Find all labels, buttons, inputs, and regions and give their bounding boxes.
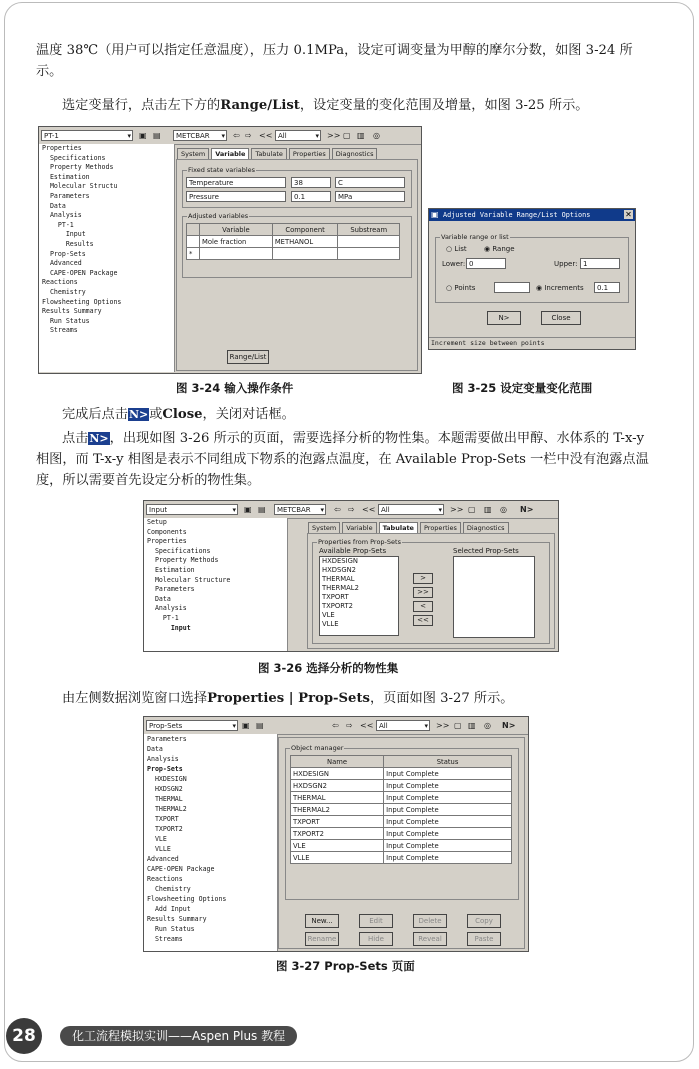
adjusted-group-title: Adjusted variables	[188, 212, 249, 220]
range-group-title: Variable range or list	[441, 233, 509, 241]
cell[interactable]: HXDESIGN	[291, 768, 384, 780]
prev-icon[interactable]: <<	[362, 505, 376, 514]
rename-button[interactable]: Rename	[305, 932, 339, 946]
range-group	[435, 233, 629, 303]
caption-3-24: 图 3-24 输入操作条件	[176, 381, 294, 395]
cell[interactable]: Input Complete	[384, 792, 512, 804]
tree-item[interactable]: Reactions	[147, 875, 183, 883]
next-inline-icon: N>	[89, 432, 109, 445]
cell[interactable]: VLE	[291, 840, 384, 852]
col-header: Name	[291, 756, 384, 768]
page-number: 28	[6, 1018, 42, 1054]
col-header: Substream	[338, 224, 400, 236]
up-folder-icon[interactable]: ▣	[244, 505, 252, 514]
increments-label: Increments	[544, 284, 584, 292]
range-list-button[interactable]: Range/List	[227, 350, 269, 364]
tree-item[interactable]: Setup	[147, 518, 167, 526]
remove-button[interactable]: <	[413, 601, 433, 612]
notes-icon[interactable]: ▥	[468, 721, 476, 730]
fig326-nav-combo[interactable]: Input ▾	[146, 504, 238, 515]
list-icon[interactable]: ▤	[256, 721, 264, 730]
lower-input[interactable]: 0	[466, 258, 506, 269]
tree-item[interactable]: Estimation	[42, 172, 90, 181]
cell[interactable]: VLLE	[291, 852, 384, 864]
folder-icon[interactable]: ▢	[468, 505, 476, 514]
p3-text-e: ，关闭对话框。	[202, 407, 295, 422]
tree-item[interactable]: Estimation	[147, 565, 195, 574]
tree-item[interactable]: Properties	[42, 144, 82, 152]
copy-button[interactable]: Copy	[467, 914, 501, 928]
table-row[interactable]	[187, 236, 400, 248]
tree-item[interactable]: Analysis	[42, 211, 82, 220]
p3-text-c: 或	[149, 407, 163, 422]
folder-icon[interactable]: ▢	[343, 131, 351, 140]
list-icon[interactable]: ▤	[153, 131, 161, 140]
object-manager-title: Object manager	[291, 744, 344, 752]
cell[interactable]: HXDSGN2	[291, 780, 384, 792]
status-icon[interactable]: ◎	[500, 505, 507, 514]
lower-label: Lower:	[442, 260, 466, 268]
tree-item[interactable]: Run Status	[42, 316, 90, 325]
fig326-form	[307, 533, 555, 649]
tree-item[interactable]: HXDESIGN	[147, 775, 187, 783]
tab-system[interactable]: System	[308, 522, 340, 533]
table-row[interactable]	[291, 828, 512, 840]
object-manager-table	[290, 755, 512, 864]
available-label: Available Prop-Sets	[319, 547, 387, 555]
fig327-form	[278, 737, 525, 949]
paragraph-5	[36, 688, 656, 709]
back-arrow-icon[interactable]: ⇦	[233, 131, 240, 140]
fig326-toolbar	[144, 501, 558, 519]
p4-text-a: 点击	[62, 431, 89, 446]
tree-item[interactable]: Add Input	[147, 905, 191, 913]
adjusted-table	[186, 223, 400, 260]
caption-3-27: 图 3-27 Prop-Sets 页面	[276, 959, 415, 973]
app-icon: ▣	[431, 210, 439, 219]
list-item[interactable]: VLE	[322, 611, 335, 619]
tree-item[interactable]: Molecular Structure	[147, 575, 231, 584]
fig326-unit-combo[interactable]: METCBAR ▾	[274, 504, 326, 515]
points-label: Points	[454, 284, 476, 292]
p3-text-a: 完成后点击	[62, 407, 128, 422]
cell[interactable]: Input Complete	[384, 828, 512, 840]
table-row[interactable]	[291, 804, 512, 816]
tree-item[interactable]: Analysis	[147, 755, 179, 763]
tab-variable[interactable]: Variable	[342, 522, 376, 533]
status-icon[interactable]: ◎	[373, 131, 380, 140]
fig326-window	[143, 500, 559, 652]
adjusted-group	[182, 212, 412, 278]
tree-item[interactable]: Results	[42, 239, 94, 248]
cell[interactable]: Input Complete	[384, 780, 512, 792]
list-icon[interactable]: ▤	[258, 505, 266, 514]
tree-item[interactable]: CAPE-OPEN Package	[42, 268, 118, 277]
tree-item[interactable]: TXPORT2	[147, 825, 183, 833]
available-list[interactable]	[319, 556, 399, 636]
fixed-var-name[interactable]: Pressure	[186, 191, 286, 202]
tree-item[interactable]: Chemistry	[147, 885, 191, 893]
fig326-tabs	[308, 522, 509, 533]
list-item[interactable]: HXDESIGN	[322, 557, 358, 565]
fig324-form	[176, 159, 418, 371]
up-folder-icon[interactable]: ▣	[242, 721, 250, 730]
fig325-dialog	[428, 208, 636, 350]
add-button[interactable]: >	[413, 573, 433, 584]
tree-item[interactable]: Property Methods	[42, 163, 114, 172]
tree-item[interactable]: Specifications	[147, 546, 211, 555]
tree-item[interactable]: THERMAL	[147, 795, 183, 803]
tree-item[interactable]: Results Summary	[42, 307, 102, 316]
table-row[interactable]	[291, 816, 512, 828]
col-header: Status	[384, 756, 512, 768]
folder-icon[interactable]: ▢	[454, 721, 462, 730]
fig327-nav-combo[interactable]: Prop-Sets ▾	[146, 720, 238, 731]
range-radio[interactable]: ◉ Range	[484, 245, 515, 253]
tree-item[interactable]: Parameters	[42, 191, 90, 200]
tab-tabulate[interactable]: Tabulate	[251, 148, 286, 159]
tree-item[interactable]: Data	[42, 201, 66, 210]
p2-text-a: 选定变量行，点击左下方的	[62, 98, 221, 113]
tree-item[interactable]: Reactions	[42, 278, 78, 287]
fixed-var-value[interactable]: 38	[291, 177, 331, 188]
tree-item[interactable]: Input	[42, 230, 86, 239]
edit-button[interactable]: Edit	[359, 914, 393, 928]
tree-item[interactable]: Prop-Sets	[42, 249, 86, 258]
tab-tabulate[interactable]: Tabulate	[379, 522, 418, 533]
next-button-icon[interactable]: N>	[520, 505, 534, 514]
selected-label: Selected Prop-Sets	[453, 547, 519, 555]
notes-icon[interactable]: ▥	[484, 505, 492, 514]
increments-input[interactable]: 0.1	[594, 282, 620, 293]
next-button[interactable]: N>	[487, 311, 521, 325]
tree-item[interactable]: Advanced	[42, 259, 82, 268]
tree-item[interactable]: Advanced	[147, 855, 179, 863]
forward-arrow-icon[interactable]: ⇨	[348, 505, 355, 514]
caption-3-26: 图 3-26 选择分析的物性集	[258, 661, 399, 675]
cell[interactable]: Mole fraction	[200, 236, 273, 248]
tab-properties[interactable]: Properties	[289, 148, 330, 159]
fig324-unit-combo[interactable]: METCBAR ▾	[173, 130, 227, 141]
tree-item[interactable]: TXPORT	[147, 815, 179, 823]
p5-text-c: ，页面如图 3-27 所示。	[369, 691, 514, 706]
close-icon[interactable]: ✕	[625, 210, 632, 219]
cell[interactable]: Input Complete	[384, 768, 512, 780]
tree-item[interactable]: Data	[147, 745, 163, 753]
p3-bold-close: Close	[162, 407, 203, 422]
status-icon[interactable]: ◎	[484, 721, 491, 730]
paragraph-3	[36, 404, 656, 425]
list-item[interactable]: VLLE	[322, 620, 339, 628]
next-icon[interactable]: >>	[450, 505, 464, 514]
cell[interactable]: THERMAL2	[291, 804, 384, 816]
p4-text-c: ，出现如图 3-26 所示的页面，需要选择分析的物性集。本题需要做出甲醇、水体系的 T-x-y 相图，而 T-x-y 相图是表示不同组成下物系的泡露点温度，在 Available Prop-Sets 一栏中没有泡露点温度，所以需要首先设定分析的物性集。	[36, 431, 649, 488]
range-radio-label: Range	[492, 245, 515, 253]
dialog-title: Adjusted Variable Range/List Options	[429, 209, 635, 221]
tree-item[interactable]: VLLE	[147, 845, 171, 853]
tree-item[interactable]: Data	[147, 594, 171, 603]
p5-bold-path: Properties | Prop-Sets	[207, 691, 370, 706]
cell[interactable]: METHANOL	[272, 236, 338, 248]
prev-icon[interactable]: <<	[259, 131, 273, 140]
caption-3-25: 图 3-25 设定变量变化范围	[452, 381, 593, 395]
notes-icon[interactable]: ▥	[357, 131, 365, 140]
list-item[interactable]: THERMAL	[322, 575, 355, 583]
fig327-tree	[144, 734, 278, 951]
tree-item[interactable]: Components	[147, 527, 187, 536]
tree-item[interactable]: Streams	[147, 935, 183, 943]
cell[interactable]: TXPORT	[291, 816, 384, 828]
add-all-button[interactable]: >>	[413, 587, 433, 598]
fig324-nav-combo[interactable]: PT-1 ▾	[41, 130, 133, 141]
col-header: Variable	[200, 224, 273, 236]
propsets-group	[312, 538, 550, 644]
tree-item[interactable]: Parameters	[147, 585, 195, 594]
selected-list[interactable]	[453, 556, 535, 638]
cell[interactable]: THERMAL	[291, 792, 384, 804]
list-item[interactable]: TXPORT	[322, 593, 349, 601]
table-row-new[interactable]	[187, 248, 400, 260]
tree-item[interactable]: Streams	[42, 326, 78, 335]
prev-icon[interactable]: <<	[360, 721, 374, 730]
status-bar: Increment size between points	[429, 337, 635, 349]
col-header: Component	[272, 224, 338, 236]
cell[interactable]: TXPORT2	[291, 828, 384, 840]
list-item[interactable]: THERMAL2	[322, 584, 359, 592]
cell[interactable]	[338, 236, 400, 248]
tree-item[interactable]: Analysis	[147, 604, 187, 613]
tree-item[interactable]: PT-1	[147, 613, 179, 622]
fig324-toolbar	[39, 127, 421, 145]
up-folder-icon[interactable]: ▣	[139, 131, 147, 140]
table-row[interactable]	[291, 792, 512, 804]
tree-item[interactable]: THERMAL2	[147, 805, 187, 813]
fixed-var-unit[interactable]: C	[335, 177, 405, 188]
fig324-window	[38, 126, 422, 374]
tab-diagnostics[interactable]: Diagnostics	[332, 148, 378, 159]
cell[interactable]: Input Complete	[384, 852, 512, 864]
tree-item[interactable]: Chemistry	[42, 287, 86, 296]
table-row[interactable]	[291, 852, 512, 864]
fig326-tree	[144, 518, 288, 651]
delete-button[interactable]: Delete	[413, 914, 447, 928]
new-button[interactable]: New...	[305, 914, 339, 928]
fig326-tab-combo[interactable]: All ▾	[378, 504, 444, 515]
table-row[interactable]	[291, 780, 512, 792]
tab-properties[interactable]: Properties	[420, 522, 461, 533]
fig327-tab-combo[interactable]: All ▾	[376, 720, 430, 731]
tree-item[interactable]: Input	[147, 623, 191, 632]
p2-text-c: ，设定变量的变化范围及增量，如图 3-25 所示。	[299, 98, 589, 113]
next-icon[interactable]: >>	[327, 131, 341, 140]
points-input[interactable]	[494, 282, 530, 293]
back-arrow-icon[interactable]: ⇦	[332, 721, 339, 730]
tab-diagnostics[interactable]: Diagnostics	[463, 522, 509, 533]
points-radio[interactable]: ○ Points	[446, 284, 476, 292]
next-button-icon[interactable]: N>	[502, 721, 516, 730]
tree-item[interactable]: Property Methods	[147, 556, 219, 565]
object-manager-group	[285, 744, 519, 900]
paragraph-1-text: 温度 38℃（用户可以指定任意温度），压力 0.1MPa，设定可调变量为甲醇的摩尔分数，如图 3-24 所示。	[36, 43, 633, 79]
fig324-tree	[39, 144, 175, 372]
remove-all-button[interactable]: <<	[413, 615, 433, 626]
p5-text-a: 由左侧数据浏览窗口选择	[62, 691, 208, 706]
fig327-window	[143, 716, 529, 952]
book-title: 化工流程模拟实训——Aspen Plus 教程	[60, 1026, 297, 1046]
paragraph-4	[36, 428, 656, 491]
fixed-group	[182, 166, 412, 208]
new-row-icon: *	[187, 248, 200, 260]
cell[interactable]: Input Complete	[384, 804, 512, 816]
tree-item[interactable]: PT-1	[42, 220, 74, 229]
tree-item[interactable]: Specifications	[42, 153, 106, 162]
cell[interactable]: Input Complete	[384, 840, 512, 852]
fig324-tabs	[177, 148, 377, 159]
forward-arrow-icon[interactable]: ⇨	[346, 721, 353, 730]
next-inline-icon: N>	[128, 408, 149, 421]
table-row[interactable]	[291, 768, 512, 780]
tree-item[interactable]: HXDSGN2	[147, 785, 183, 793]
tree-item[interactable]: Molecular Structu	[42, 182, 118, 191]
p2-bold-range-list: Range/List	[220, 98, 300, 113]
fig324-tab-combo[interactable]: All ▾	[275, 130, 321, 141]
fixed-var-value[interactable]: 0.1	[291, 191, 331, 202]
list-item[interactable]: TXPORT2	[322, 602, 353, 610]
fixed-var-name[interactable]: Temperature	[186, 177, 286, 188]
tree-item[interactable]: Flowsheeting Options	[42, 297, 122, 306]
list-item[interactable]: HXDSGN2	[322, 566, 356, 574]
increments-radio[interactable]: ◉ Increments	[536, 284, 584, 292]
paragraph-2	[36, 95, 656, 116]
tree-item[interactable]: Results Summary	[147, 915, 207, 923]
fixed-group-title: Fixed state variables	[188, 166, 256, 174]
tree-item[interactable]: Properties	[147, 537, 187, 546]
hide-button[interactable]: Hide	[359, 932, 393, 946]
upper-label: Upper:	[554, 260, 578, 268]
next-icon[interactable]: >>	[436, 721, 450, 730]
propsets-group-title: Properties from Prop-Sets	[318, 538, 401, 546]
list-radio[interactable]: ○ List	[446, 245, 467, 253]
fixed-var-unit[interactable]: MPa	[335, 191, 405, 202]
table-row[interactable]	[291, 840, 512, 852]
tree-item[interactable]: Run Status	[147, 925, 195, 933]
back-arrow-icon[interactable]: ⇦	[334, 505, 341, 514]
cell[interactable]: Input Complete	[384, 816, 512, 828]
paragraph-1	[36, 40, 656, 82]
tree-item[interactable]: CAPE-OPEN Package	[147, 865, 215, 873]
tree-item[interactable]: Prop-Sets	[147, 765, 183, 773]
upper-input[interactable]: 1	[580, 258, 620, 269]
forward-arrow-icon[interactable]: ⇨	[245, 131, 252, 140]
tab-variable[interactable]: Variable	[211, 148, 249, 159]
tree-item[interactable]: Flowsheeting Options	[147, 895, 227, 903]
tree-item[interactable]: Parameters	[147, 735, 187, 743]
tab-system[interactable]: System	[177, 148, 209, 159]
fig327-toolbar	[144, 717, 528, 735]
tree-item[interactable]: VLE	[147, 835, 167, 843]
reveal-button[interactable]: Reveal	[413, 932, 447, 946]
close-button[interactable]: Close	[541, 311, 581, 325]
list-radio-label: List	[454, 245, 467, 253]
paste-button[interactable]: Paste	[467, 932, 501, 946]
